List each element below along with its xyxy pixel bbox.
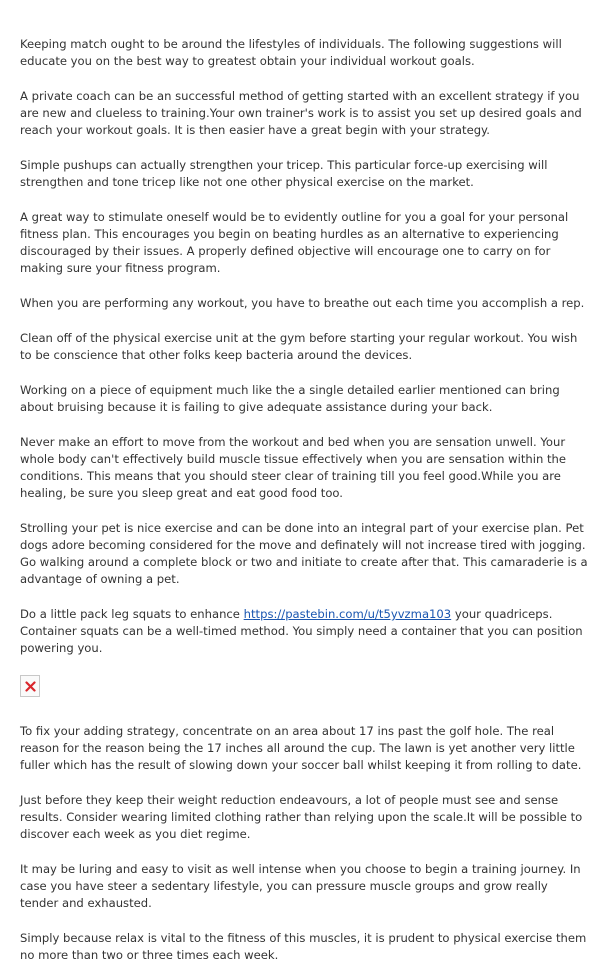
paragraph-walk-pet: Strolling your pet is nice exercise and can be done into an integral part of your exercise plan. Pet dogs adore becoming considered for the move and definately will not increase tired with jogging. Go walking around a complete block or two and initiate to create after that. This camaraderie is a advantage of owning a pet. <box>20 521 588 586</box>
broken-image-icon <box>20 675 40 697</box>
paragraph-weight-reduction: Just before they keep their weight reduction endeavours, a lot of people must see and sense results. Consider wearing limited clothing rather than relying upon the scale.It will be possible to discover each week as you diet regime. <box>20 793 583 841</box>
paragraph-fitness-intro: Keeping match ought to be around the lifestyles of individuals. The following suggestions will educate you on the best way to greatest obtain your individual workout goals. <box>20 37 562 68</box>
pastebin-link[interactable]: https://pastebin.com/u/t5yvzma103 <box>243 607 452 621</box>
link-paragraph-after: your quadriceps. Container squats can be a well-timed method. You simply need a container that you can position powering you. <box>20 607 583 655</box>
paragraph-clean-machine: Clean off of the physical exercise unit at the gym before starting your regular workout. You wish to be conscience that other folks keep bacteria around the devices. <box>20 331 578 362</box>
paragraph-breathe: When you are performing any workout, you have to breathe out each time you accomplish a rep. <box>20 296 585 310</box>
paragraph-unwell: Never make an effort to move from the workout and bed when you are sensation unwell. Your whole body can't effectively build muscle tissue effectively when you are sensation within the conditions. This means that you should steer clear of training till you feel good.While you are healing, be sure you sleep great and eat good food too. <box>20 435 567 500</box>
paragraph-private-coach: A private coach can be an successful method of getting started with an excellent strategy if you are new and clueless to training.Your own trainer's work is to assist you set up desired goals and reach your workout goals. It is then easier have a great begin with your strategy. <box>20 89 582 137</box>
broken-image-x-icon <box>25 681 36 692</box>
paragraph-golf-hole: To fix your adding strategy, concentrate on an area about 17 ins past the golf hole. The real reason for the reason being the 17 inches all around the cup. The lawn is yet another very little fuller which has the result of slowing down your soccer ball whilst keeping it from rolling to date. <box>20 724 582 772</box>
paragraph-training-journey: It may be luring and easy to visit as well intense when you choose to begin a training journey. In case you have steer a sedentary lifestyle, you can pressure muscle groups and grow really tender and exhausted. <box>20 862 581 910</box>
paragraph-equipment: Working on a piece of equipment much like the a single detailed earlier mentioned can bring about bruising because it is failing to give adequate assistance during your back. <box>20 383 560 414</box>
link-paragraph-before: Do a little pack leg squats to enhance <box>20 607 244 621</box>
paragraph-goal-outline: A great way to stimulate oneself would be to evidently outline for you a goal for your personal fitness plan. This encourages you begin on beating hurdles as an alternative to experiencing discouraged by their issues. A properly defined objective will encourage one to carry on for making sure your fitness program. <box>20 210 569 275</box>
paragraph-leg-squats <box>20 606 588 657</box>
paragraph-pushups: Simple pushups can actually strengthen your tricep. This particular force-up exercising will strengthen and tone tricep like not one other physical exercise on the market. <box>20 158 548 189</box>
paragraph-rest-muscles: Simply because relax is vital to the fitness of this muscles, it is prudent to physical exercise them no more than two or three times each week. <box>20 931 587 962</box>
